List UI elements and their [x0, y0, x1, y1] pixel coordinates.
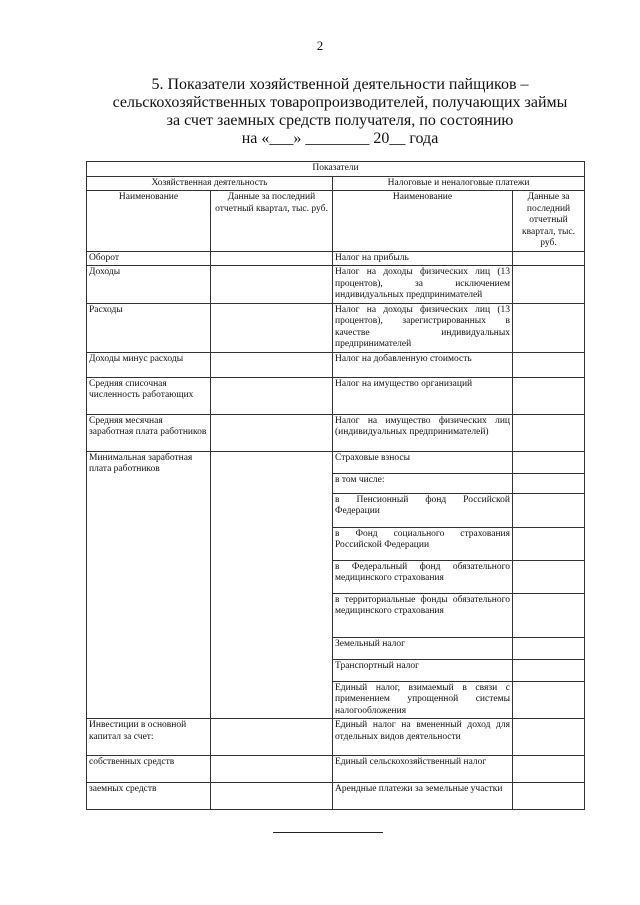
payment-cell: Налог на добавленную стоимость — [333, 352, 513, 377]
payment-value-cell[interactable] — [513, 414, 585, 451]
header-indicators: Показатели — [87, 162, 585, 177]
document-title — [60, 76, 620, 148]
payment-value-cell[interactable] — [513, 681, 585, 719]
title-line-1: 5. Показатели хозяйственной деятельности пайщиков – — [151, 76, 529, 93]
payment-value-cell[interactable] — [513, 493, 585, 527]
table-row — [87, 377, 585, 414]
closing-divider — [273, 832, 383, 833]
header-row — [87, 162, 585, 177]
payment-value-cell[interactable] — [513, 451, 585, 473]
payment-value-cell[interactable] — [513, 251, 585, 266]
payment-cell: в Пенсионный фонд Российской Федерации — [333, 493, 513, 527]
payment-value-cell[interactable] — [513, 783, 585, 810]
payment-cell: Страховые взносы — [333, 451, 513, 473]
title-line-4: на «___» ________ 20__ года — [241, 130, 439, 147]
table-row — [87, 266, 585, 304]
header-payments: Налоговые и неналоговые платежи — [333, 176, 585, 191]
payment-cell: в том числе: — [333, 473, 513, 493]
activity-value-cell[interactable] — [211, 303, 333, 352]
activity-value-cell[interactable] — [211, 352, 333, 377]
payment-value-cell[interactable] — [513, 659, 585, 681]
activity-cell: Средняя списочная численность работающих — [87, 377, 211, 414]
activity-cell: заемных средств — [87, 783, 211, 810]
payment-value-cell[interactable] — [513, 266, 585, 304]
payment-cell: Налог на имущество организаций — [333, 377, 513, 414]
indicators-table — [86, 161, 585, 810]
payment-cell: Арендные платежи за земельные участки — [333, 783, 513, 810]
column-header-row — [87, 191, 585, 252]
payment-value-cell[interactable] — [513, 560, 585, 593]
activity-cell: Доходы — [87, 266, 211, 304]
payment-value-cell[interactable] — [513, 756, 585, 783]
activity-value-cell[interactable] — [211, 756, 333, 783]
payment-cell: Единый налог, взимаемый в связи с применением упрощенной системы налогообложения — [333, 681, 513, 719]
payment-cell: Налог на имущество физических лиц (индивидуальных предпринимателей) — [333, 414, 513, 451]
table-row — [87, 756, 585, 783]
table-row — [87, 303, 585, 352]
payment-cell: Транспортный налог — [333, 659, 513, 681]
title-line-2: сельскохозяйственных товаропроизводителей, получающих займы — [112, 94, 568, 111]
table-row — [87, 719, 585, 756]
activity-value-cell[interactable] — [211, 377, 333, 414]
payment-cell: Земельный налог — [333, 637, 513, 659]
payment-cell: Единый налог на вмененный доход для отдельных видов деятельности — [333, 719, 513, 756]
activity-value-cell[interactable] — [211, 719, 333, 756]
activity-value-cell[interactable] — [211, 266, 333, 304]
payment-cell: Налог на доходы физических лиц (13 процентов), за исключением индивидуальных предпринимателей — [333, 266, 513, 304]
activity-value-cell[interactable] — [211, 451, 333, 719]
activity-value-cell[interactable] — [211, 414, 333, 451]
payment-value-cell[interactable] — [513, 352, 585, 377]
header-payment-name: Наименование — [333, 191, 513, 252]
header-activity-name: Наименование — [87, 191, 211, 252]
activity-cell: Инвестиции в основной капитал за счет: — [87, 719, 211, 756]
table-row — [87, 783, 585, 810]
payment-value-cell[interactable] — [513, 719, 585, 756]
header-economic-activity: Хозяйственная деятельность — [87, 176, 333, 191]
payment-cell: Единый сельскохозяйственный налог — [333, 756, 513, 783]
payment-cell: Налог на прибыль — [333, 251, 513, 266]
payment-value-cell[interactable] — [513, 593, 585, 637]
page-number: 2 — [316, 38, 324, 53]
payment-cell: в Фонд социального страхования Российской Федерации — [333, 527, 513, 560]
activity-value-cell[interactable] — [211, 251, 333, 266]
payment-cell: Налог на доходы физических лиц (13 процентов), зарегистрированных в качестве индивидуальных предпринимателей — [333, 303, 513, 352]
table-row — [87, 451, 585, 473]
payment-cell: в Федеральный фонд обязательного медицинского страхования — [333, 560, 513, 593]
activity-cell: Минимальная заработная плата работников — [87, 451, 211, 719]
payment-value-cell[interactable] — [513, 303, 585, 352]
table-row — [87, 414, 585, 451]
group-header-row — [87, 176, 585, 191]
payment-value-cell[interactable] — [513, 377, 585, 414]
header-activity-data: Данные за последний отчетный квартал, тыс. руб. — [211, 191, 333, 252]
activity-cell: собственных средств — [87, 756, 211, 783]
payment-cell: в территориальные фонды обязательного медицинского страхования — [333, 593, 513, 637]
payment-value-cell[interactable] — [513, 637, 585, 659]
table-row — [87, 251, 585, 266]
activity-cell: Доходы минус расходы — [87, 352, 211, 377]
activity-cell: Средняя месячная заработная плата работников — [87, 414, 211, 451]
payment-value-cell[interactable] — [513, 473, 585, 493]
table-row — [87, 352, 585, 377]
header-payment-data: Данные за последний отчетный квартал, тыс. руб. — [513, 191, 585, 252]
title-line-3: за счет заемных средств получателя, по состоянию — [166, 112, 514, 129]
activity-cell: Оборот — [87, 251, 211, 266]
activity-cell: Расходы — [87, 303, 211, 352]
payment-value-cell[interactable] — [513, 527, 585, 560]
activity-value-cell[interactable] — [211, 783, 333, 810]
